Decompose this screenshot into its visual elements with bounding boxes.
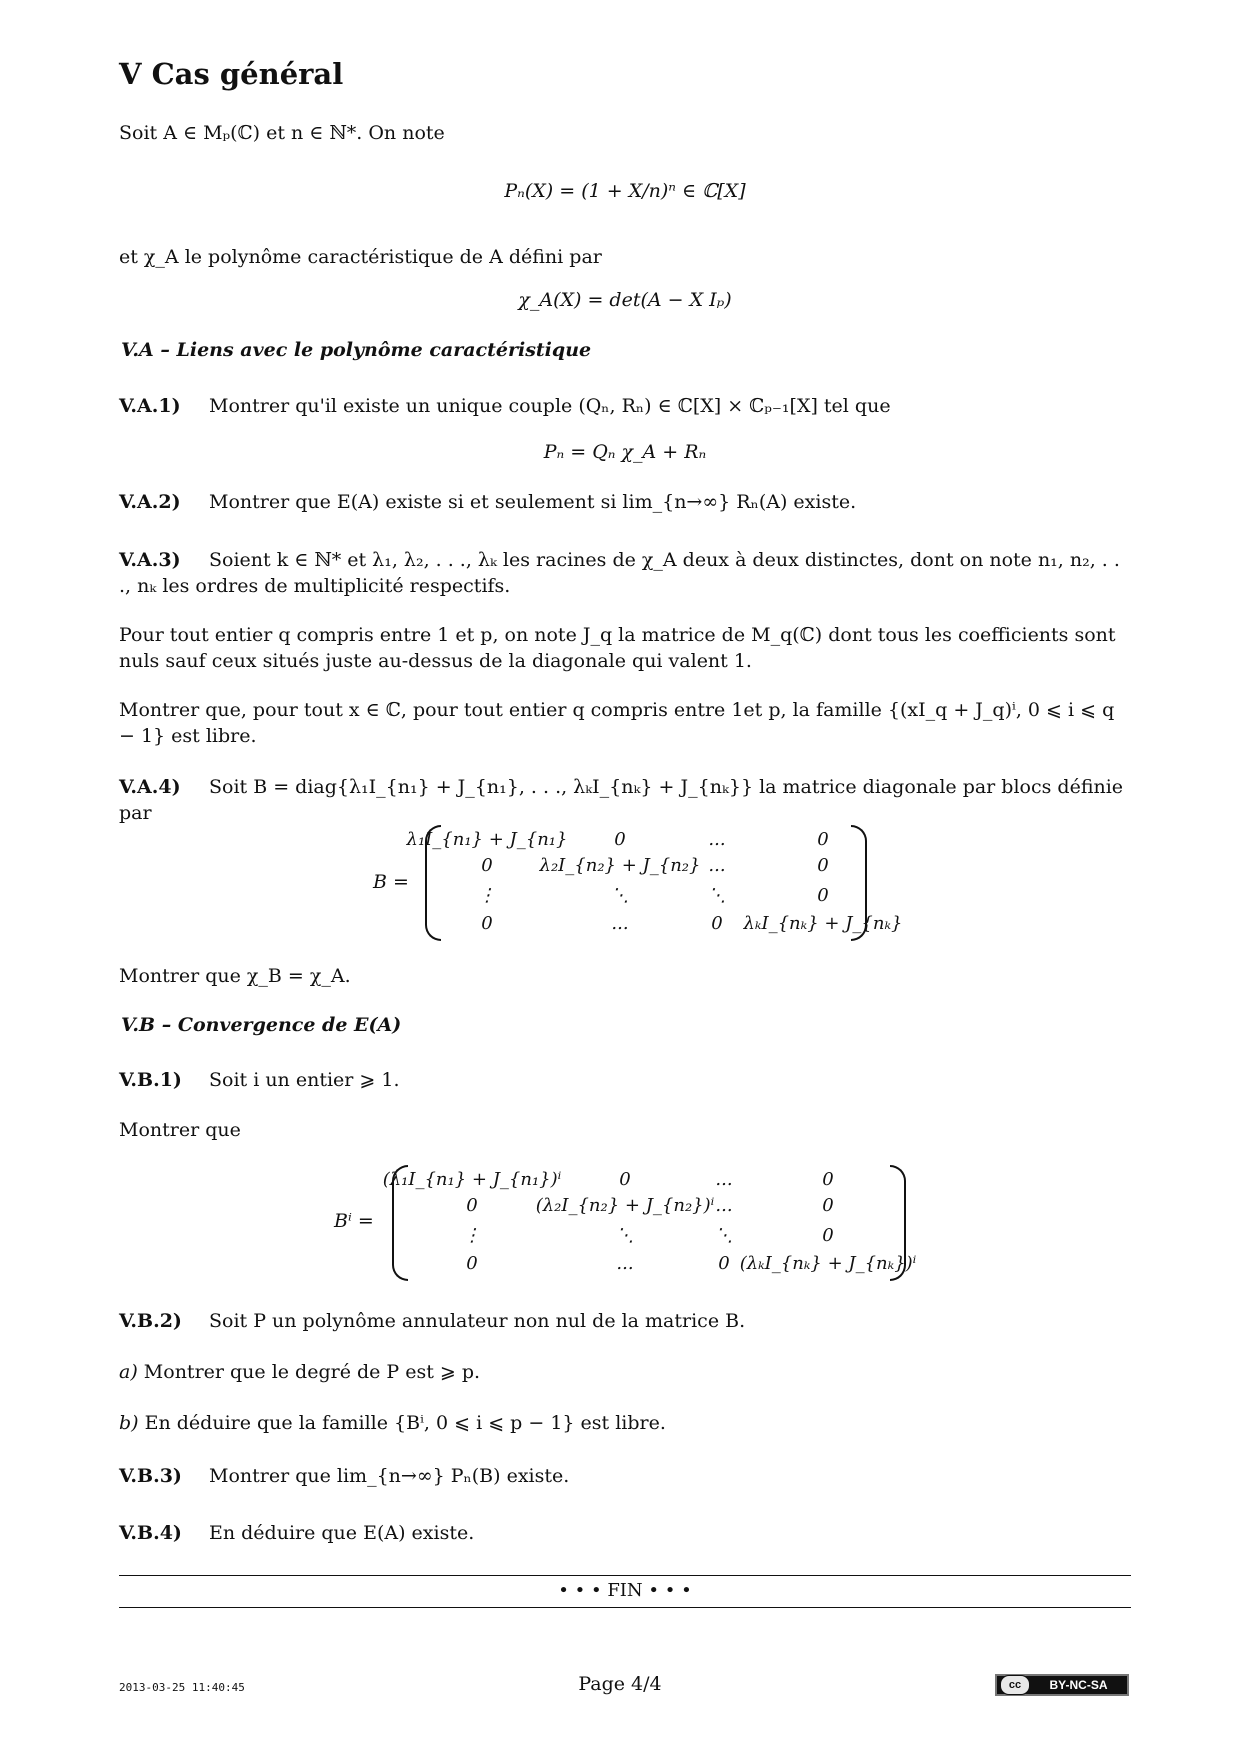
section-title: V Cas général	[119, 57, 344, 91]
subquestion-label: b)	[119, 1412, 139, 1434]
matrix-cell: ⋱	[708, 885, 726, 906]
matrix-cell: (λ₂I_{n₂} + J_{n₂})ⁱ	[535, 1195, 715, 1216]
question-text: Montrer que lim_{n→∞} Pₙ(B) existe.	[209, 1465, 570, 1487]
paragraph-montrer-que: Montrer que	[119, 1119, 241, 1141]
matrix-cell: 0	[817, 829, 829, 850]
question-label: V.A.3)	[119, 549, 181, 571]
matrix-cell: ⋱	[616, 1225, 634, 1246]
question-text: Soit i un entier ⩾ 1.	[209, 1069, 400, 1091]
question-va4	[119, 774, 1131, 826]
matrix-cell: ...	[616, 1253, 634, 1274]
matrix-bi	[382, 1165, 917, 1281]
subquestion-b	[119, 1410, 666, 1436]
question-vb3	[119, 1463, 569, 1489]
intro-line-2: et χ_A le polynôme caractéristique de A défini par	[119, 246, 602, 268]
end-marker: • • • FIN • • •	[558, 1580, 692, 1601]
question-vb4	[119, 1520, 474, 1546]
matrix-b	[406, 825, 903, 941]
question-va3	[119, 547, 1131, 599]
matrix-cell: 0	[822, 1225, 834, 1246]
question-vb1	[119, 1067, 399, 1093]
question-label: V.B.1)	[119, 1069, 182, 1091]
question-text: Soit P un polynôme annulateur non nul de la matrice B.	[209, 1310, 746, 1332]
question-label: V.A.1)	[119, 395, 181, 417]
matrix-cell: 0	[466, 1195, 478, 1216]
intro-line: Soit A ∈ Mₚ(ℂ) et n ∈ ℕ*. On note	[119, 122, 445, 144]
end-rule-bottom	[119, 1607, 1131, 1608]
matrix-cell: ...	[708, 829, 726, 850]
question-label: V.B.3)	[119, 1465, 182, 1487]
matrix-cell: 0	[481, 855, 493, 876]
matrix-cell: ⋱	[715, 1225, 733, 1246]
question-vb2	[119, 1308, 745, 1334]
end-rule-top	[119, 1575, 1131, 1576]
matrix-cell: 0	[711, 913, 723, 934]
subquestion-a	[119, 1359, 480, 1385]
matrix-cell: 0	[466, 1253, 478, 1274]
formula-pn: Pₙ(X) = (1 + X/n)ⁿ ∈ ℂ[X]	[504, 180, 746, 202]
question-label: V.A.2)	[119, 491, 181, 513]
subquestion-label: a)	[119, 1361, 138, 1383]
formula-chi: χ_A(X) = det(A − X Iₚ)	[518, 289, 732, 311]
question-label: V.B.2)	[119, 1310, 182, 1332]
license-label: BY-NC-SA	[1049, 1678, 1108, 1692]
question-text: Montrer que E(A) existe si et seulement si lim_{n→∞} Rₙ(A) existe.	[209, 491, 857, 513]
license-badge[interactable]	[995, 1674, 1129, 1696]
creative-commons-icon: cc	[1000, 1675, 1030, 1695]
question-text: Soit B = diag{λ₁I_{n₁} + J_{n₁}, . . ., λₖI_{nₖ} + J_{nₖ}} la matrice diagonale par blocs définie par	[119, 776, 1124, 824]
matrix-cell: λₖI_{nₖ} + J_{nₖ}	[743, 913, 903, 934]
matrix-cell: 0	[817, 855, 829, 876]
question-text: En déduire que E(A) existe.	[209, 1522, 475, 1544]
matrix-cell: ⋮	[463, 1225, 481, 1246]
matrix-cell: ...	[708, 855, 726, 876]
matrix-cell: 0	[614, 829, 626, 850]
matrix-cell: (λₖI_{nₖ} + J_{nₖ})ⁱ	[739, 1253, 917, 1274]
section-heading-vb: V.B – Convergence de E(A)	[121, 1014, 402, 1036]
matrix-cell: ...	[611, 913, 629, 934]
footer-date: 2013-03-25 11:40:45	[119, 1681, 245, 1694]
matrix-cell: 0	[817, 885, 829, 906]
question-va2	[119, 489, 856, 515]
matrix-cell: 0	[481, 913, 493, 934]
paragraph-family-free: Montrer que, pour tout x ∈ ℂ, pour tout entier q compris entre 1et p, la famille {(xI_q + J_q)ⁱ, 0 ⩽ i ⩽ q − 1} est libre.	[119, 699, 1115, 747]
matrix-cell: ⋱	[611, 885, 629, 906]
matrix-cell: λ₂I_{n₂} + J_{n₂}	[539, 855, 701, 876]
matrix-cell: ...	[715, 1169, 733, 1190]
footer-page-number: Page 4/4	[578, 1673, 662, 1695]
matrix-cell: λ₁I_{n₁} + J_{n₁}	[406, 829, 568, 850]
matrix-cell: (λ₁I_{n₁} + J_{n₁})ⁱ	[382, 1169, 562, 1190]
formula-division: Pₙ = Qₙ χ_A + Rₙ	[543, 441, 707, 463]
conclusion-chi: Montrer que χ_B = χ_A.	[119, 965, 351, 987]
paragraph-jq-definition: Pour tout entier q compris entre 1 et p, on note J_q la matrice de M_q(ℂ) dont tous les coefficients sont nuls sauf ceux situés juste au-dessus de la diagonale qui valent 1.	[119, 624, 1116, 672]
subquestion-text: Montrer que le degré de P est ⩾ p.	[143, 1361, 481, 1383]
question-text: Soient k ∈ ℕ* et λ₁, λ₂, . . ., λₖ les racines de χ_A deux à deux distinctes, dont on note n₁, n₂, . . ., nₖ les ordres de multiplicité respectifs.	[119, 549, 1120, 597]
matrix-b-lhs: B =	[373, 871, 409, 893]
matrix-cell: 0	[822, 1195, 834, 1216]
matrix-cell: 0	[718, 1253, 730, 1274]
question-text: Montrer qu'il existe un unique couple (Qₙ, Rₙ) ∈ ℂ[X] × ℂₚ₋₁[X] tel que	[209, 395, 891, 417]
matrix-cell: 0	[822, 1169, 834, 1190]
matrix-cell: ...	[715, 1195, 733, 1216]
question-label: V.B.4)	[119, 1522, 182, 1544]
section-heading-va: V.A – Liens avec le polynôme caractéristique	[121, 339, 592, 361]
matrix-bi-lhs: Bⁱ =	[334, 1210, 374, 1232]
question-va1	[119, 393, 891, 419]
matrix-cell: 0	[619, 1169, 631, 1190]
matrix-cell: ⋮	[478, 885, 496, 906]
question-label: V.A.4)	[119, 776, 181, 798]
subquestion-text: En déduire que la famille {Bⁱ, 0 ⩽ i ⩽ p − 1} est libre.	[144, 1412, 666, 1434]
